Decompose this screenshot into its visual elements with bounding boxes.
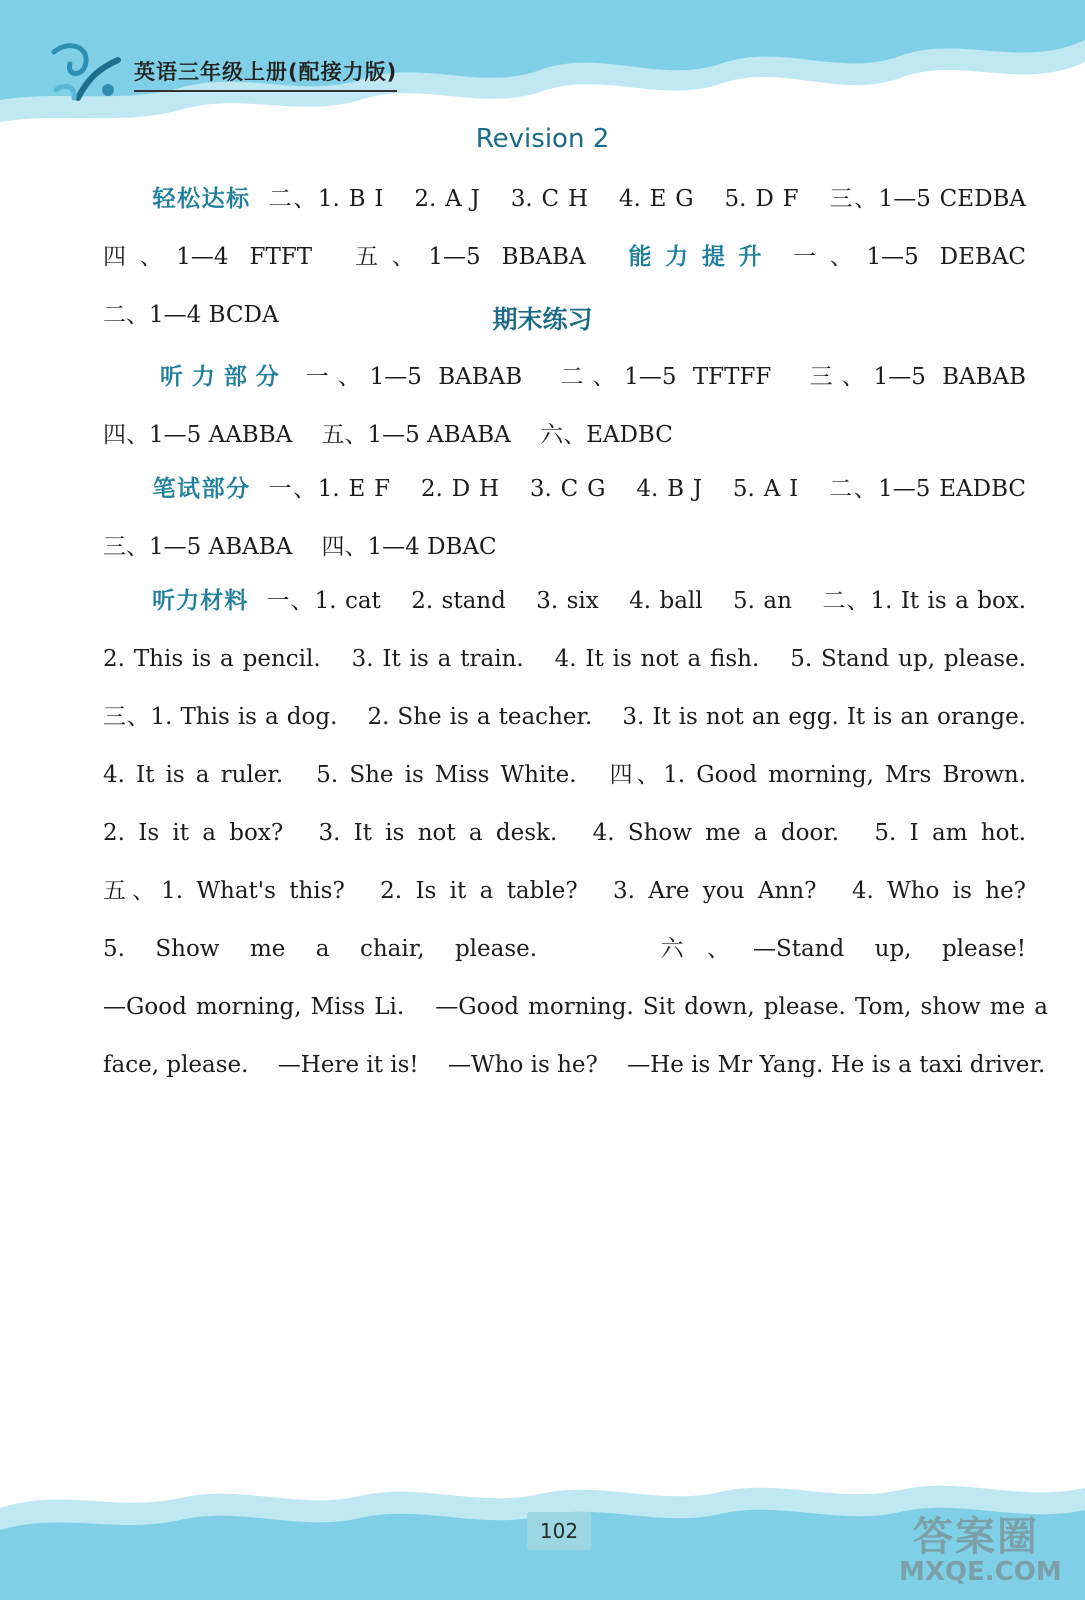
material-item: 2. This is a pencil. bbox=[103, 646, 321, 672]
section-label-written: 笔试部分 bbox=[151, 476, 251, 502]
section-label-ability: 能力提升 bbox=[628, 244, 776, 270]
answer-item: 二、1—5 TFTFF bbox=[560, 364, 772, 390]
answer-item: 一、1—5 BABAB bbox=[305, 364, 523, 390]
site-watermark bbox=[895, 1505, 1065, 1595]
material-item: —He is Mr Yang. He is a taxi driver. bbox=[627, 1052, 1046, 1078]
material-item: 二、1. It is a box. bbox=[822, 588, 1027, 614]
answer-item: 一、1. E F bbox=[268, 476, 391, 502]
material-item: 四、1. Good morning, Mrs Brown. bbox=[609, 762, 1027, 788]
answer-item: 三、1—5 BABAB bbox=[809, 364, 1027, 390]
answer-item: 五、1—5 ABABA bbox=[321, 422, 511, 448]
section-label-listening: 听力部分 bbox=[151, 364, 288, 390]
final-heading: 期末练习 bbox=[492, 305, 593, 334]
answer-item: 二、1—4 BCDA bbox=[103, 302, 279, 328]
revision-heading: Revision 2 bbox=[475, 124, 610, 154]
answer-item: 三、1—5 CEDBA bbox=[829, 186, 1027, 212]
material-item: 4. It is not a fish. bbox=[554, 646, 760, 672]
material-item: 5. I am hot. bbox=[874, 820, 1027, 846]
material-item: 五、1. What's this? bbox=[103, 878, 345, 904]
material-item: 5. an bbox=[733, 588, 792, 614]
material-item: 5. Show me a chair, please. bbox=[103, 936, 538, 962]
material-item: —Who is he? bbox=[448, 1052, 598, 1078]
answer-item: 五、1—5 BBABA bbox=[355, 244, 586, 270]
answer-item: 二、1—5 EADBC bbox=[829, 476, 1027, 502]
book-title: 英语三年级上册(配接力版) bbox=[134, 56, 397, 92]
material-item: —Good morning, Miss Li. bbox=[103, 994, 405, 1020]
answer-item: 2. A J bbox=[414, 186, 480, 212]
answer-item: 四、1—4 FTFT bbox=[103, 244, 313, 270]
answer-item: 5. A I bbox=[732, 476, 799, 502]
section-label-material: 听力材料 bbox=[151, 588, 249, 614]
material-item: 六、—Stand up, please! bbox=[637, 936, 1027, 962]
material-item: 3. It is not an egg. It is an orange. bbox=[622, 704, 1026, 730]
answer-item: 四、1—5 AABBA bbox=[103, 422, 293, 448]
answer-item: 4. B J bbox=[636, 476, 703, 502]
material-item: 4. ball bbox=[629, 588, 703, 614]
answer-item: 四、1—4 DBAC bbox=[321, 534, 497, 560]
material-item: 5. She is Miss White. bbox=[316, 762, 577, 788]
material-item: 2. Is it a table? bbox=[380, 878, 578, 904]
answer-item: 三、1—5 ABABA bbox=[103, 534, 293, 560]
material-item: 3. It is not a desk. bbox=[318, 820, 558, 846]
material-item: —Here it is! bbox=[277, 1052, 419, 1078]
listening-answers bbox=[103, 348, 1048, 464]
answer-item: 3. C G bbox=[529, 476, 606, 502]
answer-item: 六、EADBC bbox=[540, 422, 673, 448]
material-item: 3. It is a train. bbox=[351, 646, 524, 672]
answer-item: 3. C H bbox=[510, 186, 588, 212]
watermark-cn: 答案圈 bbox=[913, 1514, 1039, 1560]
book-logo-icon bbox=[48, 38, 124, 106]
written-answers bbox=[103, 460, 1048, 576]
watermark-en: MXQE.COM bbox=[899, 1557, 1062, 1587]
listening-material bbox=[103, 572, 1048, 1094]
material-item: 2. stand bbox=[411, 588, 506, 614]
material-item: 三、1. This is a dog. bbox=[103, 704, 338, 730]
material-item: 2. Is it a box? bbox=[103, 820, 284, 846]
material-item: 3. six bbox=[536, 588, 599, 614]
material-item: 5. Stand up, please. bbox=[790, 646, 1027, 672]
material-item: 2. She is a teacher. bbox=[367, 704, 593, 730]
material-item: 3. Are you Ann? bbox=[613, 878, 817, 904]
page-number: 102 bbox=[527, 1512, 591, 1550]
material-item: 4. Who is he? bbox=[851, 878, 1027, 904]
answer-item: 4. E G bbox=[618, 186, 694, 212]
material-item: 一、1. cat bbox=[266, 588, 381, 614]
material-item: 4. Show me a door. bbox=[592, 820, 840, 846]
material-item: —Good morning. Sit down, please. Tom, show me a face, please. bbox=[103, 994, 1048, 1078]
answer-item: 一、1—5 DEBAC bbox=[793, 244, 1027, 270]
material-item: 4. It is a ruler. bbox=[103, 762, 284, 788]
section-label-easy: 轻松达标 bbox=[151, 186, 251, 212]
answer-item: 2. D H bbox=[420, 476, 500, 502]
answer-item: 二、1. B I bbox=[268, 186, 384, 212]
answer-item: 5. D F bbox=[724, 186, 799, 212]
